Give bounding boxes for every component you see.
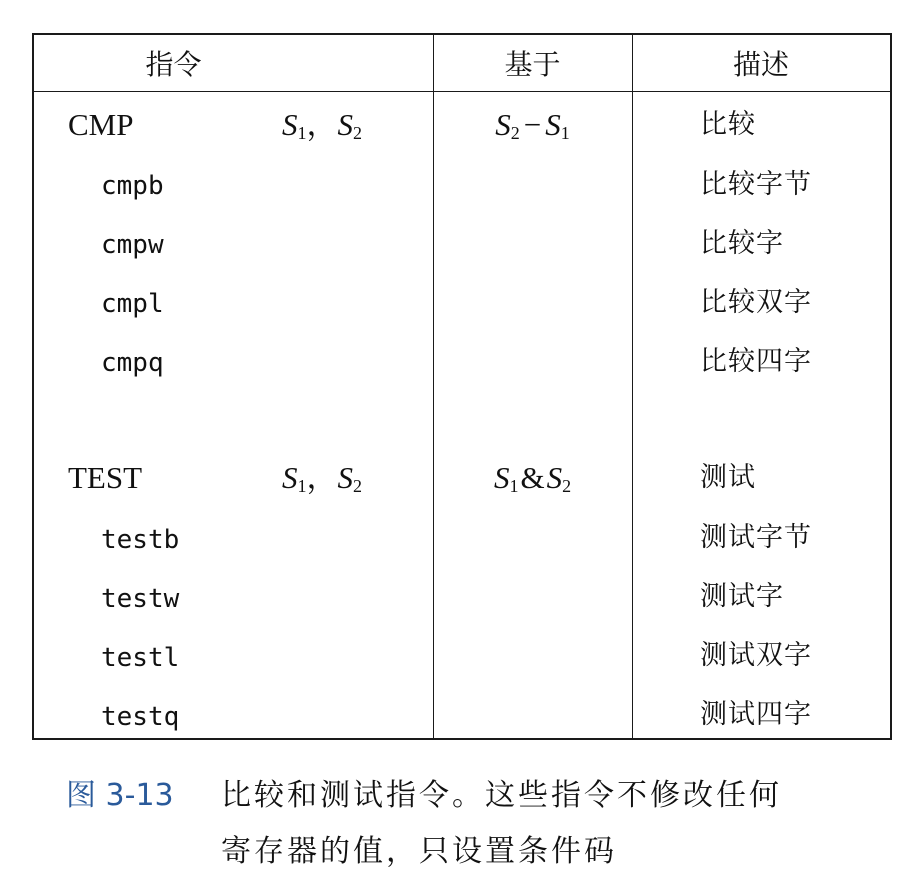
- test-description: 测试: [700, 462, 756, 493]
- caption-line-2: 寄存器的值，只设置条件码: [221, 834, 617, 869]
- test-operands: $S_1$，$S_2$: [282, 460, 362, 496]
- caption-line-1: 比较和测试指令。这些指令不修改任何: [221, 778, 782, 813]
- instruction-table: [32, 33, 892, 740]
- cmp-operands: $S_1$，$S_2$: [282, 107, 362, 143]
- testw-mnemonic: testw: [101, 584, 180, 614]
- figure-label: 图 3-13: [66, 778, 174, 813]
- header-based-on: 基于: [504, 48, 561, 81]
- testb-description: 测试字节: [700, 522, 812, 553]
- testl-mnemonic: testl: [101, 643, 180, 673]
- cmpq-description: 比较四字: [700, 346, 812, 377]
- test-based-on: $S_1\&S_2$: [493, 460, 572, 496]
- testq-description: 测试四字: [700, 699, 812, 730]
- cmp-mnemonic: CMP: [68, 107, 134, 142]
- cmpw-mnemonic: cmpw: [101, 230, 164, 260]
- cmpb-mnemonic: cmpb: [101, 171, 164, 201]
- cmpl-mnemonic: cmpl: [101, 289, 164, 319]
- test-mnemonic: TEST: [68, 460, 143, 495]
- cmp-based-on: $S_2 - S_1$: [495, 107, 570, 143]
- testl-description: 测试双字: [700, 640, 812, 671]
- header-description: 描述: [732, 48, 789, 81]
- cmp-description: 比较: [700, 109, 756, 140]
- header-divider: [34, 91, 890, 92]
- column-divider-2: [632, 35, 633, 738]
- cmpl-description: 比较双字: [700, 287, 812, 318]
- header-instruction: 指令: [145, 48, 202, 81]
- testb-mnemonic: testb: [101, 525, 180, 555]
- cmpb-description: 比较字节: [700, 169, 812, 200]
- cmpw-description: 比较字: [700, 228, 784, 259]
- figure-caption: [66, 768, 906, 880]
- testw-description: 测试字: [700, 581, 784, 612]
- cmpq-mnemonic: cmpq: [101, 348, 164, 378]
- testq-mnemonic: testq: [101, 702, 180, 732]
